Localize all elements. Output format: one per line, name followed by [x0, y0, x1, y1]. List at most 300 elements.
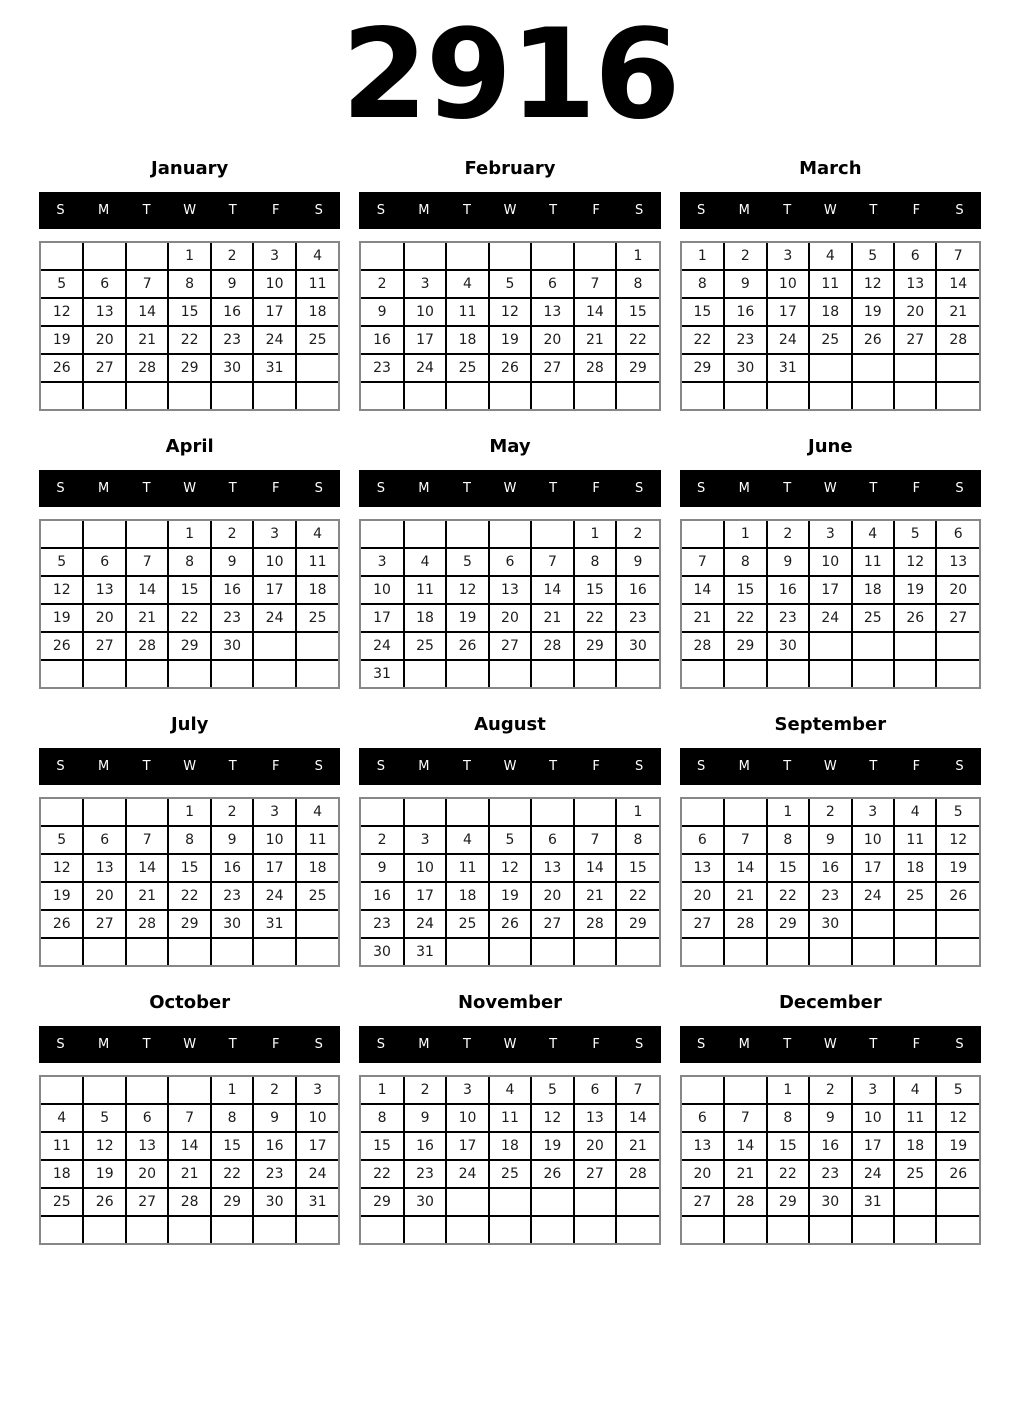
weekday-letter: S — [635, 1036, 644, 1052]
empty-day-cell — [296, 660, 339, 687]
empty-day-cell — [724, 799, 766, 826]
weekday-letter: T — [783, 758, 792, 774]
weekday-letter: S — [314, 480, 323, 496]
week-row — [682, 854, 979, 882]
year-title: 2916 — [341, 3, 679, 147]
day-cell: 13 — [126, 1132, 168, 1160]
empty-day-cell — [211, 938, 253, 965]
day-cell: 22 — [168, 882, 210, 910]
weekday-letter: T — [549, 202, 558, 218]
week-row — [41, 270, 338, 298]
day-cell: 23 — [809, 1160, 851, 1188]
day-cell: 31 — [296, 1188, 339, 1216]
weekday-header — [680, 748, 981, 785]
day-cell: 21 — [126, 604, 168, 632]
weekday-letter: S — [697, 202, 706, 218]
empty-day-cell — [724, 938, 766, 965]
day-cell: 17 — [852, 1132, 894, 1160]
day-cell: 5 — [489, 826, 531, 854]
day-cell: 30 — [809, 910, 851, 938]
empty-day-cell — [446, 243, 488, 270]
week-row — [361, 270, 658, 298]
day-cell: 26 — [531, 1160, 573, 1188]
day-cell: 29 — [574, 632, 616, 660]
empty-day-cell — [404, 1216, 446, 1243]
week-row — [361, 1160, 658, 1188]
day-cell: 23 — [211, 326, 253, 354]
day-cell: 16 — [404, 1132, 446, 1160]
month-grid — [39, 1075, 340, 1245]
week-row — [361, 521, 658, 548]
empty-day-cell — [767, 660, 809, 687]
month-grid — [39, 241, 340, 411]
week-row — [682, 938, 979, 965]
week-row — [41, 354, 338, 382]
day-cell: 11 — [489, 1104, 531, 1132]
day-cell: 21 — [531, 604, 573, 632]
weekday-letter: T — [142, 1036, 151, 1052]
day-cell: 3 — [852, 799, 894, 826]
day-cell: 18 — [852, 576, 894, 604]
day-cell: 13 — [83, 298, 125, 326]
day-cell: 22 — [682, 326, 724, 354]
weekday-letter: F — [912, 1036, 921, 1052]
day-cell: 22 — [616, 326, 659, 354]
day-cell: 28 — [126, 354, 168, 382]
empty-day-cell — [682, 1077, 724, 1104]
empty-day-cell — [83, 243, 125, 270]
day-cell: 3 — [253, 243, 295, 270]
empty-day-cell — [574, 1188, 616, 1216]
day-cell: 14 — [126, 854, 168, 882]
weekday-header — [680, 1026, 981, 1063]
week-row — [41, 382, 338, 409]
day-cell: 25 — [894, 882, 936, 910]
week-row — [361, 1132, 658, 1160]
day-cell: 28 — [682, 632, 724, 660]
day-cell: 31 — [852, 1188, 894, 1216]
day-cell: 4 — [489, 1077, 531, 1104]
empty-day-cell — [936, 382, 979, 409]
day-cell: 19 — [936, 1132, 979, 1160]
empty-day-cell — [211, 1216, 253, 1243]
day-cell: 14 — [126, 576, 168, 604]
weekday-header — [39, 192, 340, 229]
day-cell: 9 — [809, 826, 851, 854]
empty-day-cell — [574, 799, 616, 826]
day-cell: 16 — [211, 576, 253, 604]
empty-day-cell — [936, 354, 979, 382]
day-cell: 5 — [41, 826, 83, 854]
day-cell: 23 — [616, 604, 659, 632]
empty-day-cell — [489, 243, 531, 270]
empty-day-cell — [852, 354, 894, 382]
day-cell: 15 — [616, 298, 659, 326]
day-cell: 20 — [682, 1160, 724, 1188]
day-cell: 25 — [41, 1188, 83, 1216]
day-cell: 21 — [616, 1132, 659, 1160]
day-cell: 5 — [531, 1077, 573, 1104]
week-row — [361, 604, 658, 632]
empty-day-cell — [83, 382, 125, 409]
day-cell: 19 — [41, 882, 83, 910]
week-row — [41, 799, 338, 826]
weekday-letter: W — [823, 480, 837, 496]
empty-day-cell — [616, 382, 659, 409]
empty-day-cell — [531, 382, 573, 409]
month-title: November — [457, 991, 563, 1013]
day-cell: 9 — [361, 854, 403, 882]
day-cell: 24 — [253, 882, 295, 910]
day-cell: 19 — [489, 882, 531, 910]
weekday-letter: S — [376, 480, 385, 496]
week-row — [361, 326, 658, 354]
day-cell: 15 — [682, 298, 724, 326]
week-row — [682, 632, 979, 660]
weekday-letter: W — [503, 480, 517, 496]
weekday-letter: T — [462, 202, 471, 218]
day-cell: 7 — [574, 270, 616, 298]
weekday-letter: S — [635, 202, 644, 218]
day-cell: 28 — [126, 632, 168, 660]
week-row — [361, 243, 658, 270]
day-cell: 2 — [253, 1077, 295, 1104]
day-cell: 29 — [767, 910, 809, 938]
week-row — [361, 298, 658, 326]
day-cell: 10 — [767, 270, 809, 298]
month-grid — [39, 519, 340, 689]
month-grid — [359, 797, 660, 967]
day-cell: 7 — [126, 270, 168, 298]
day-cell: 31 — [253, 354, 295, 382]
empty-day-cell — [489, 938, 531, 965]
day-cell: 5 — [41, 270, 83, 298]
day-cell: 1 — [168, 521, 210, 548]
day-cell: 21 — [126, 326, 168, 354]
empty-day-cell — [404, 799, 446, 826]
day-cell: 20 — [489, 604, 531, 632]
day-cell: 2 — [616, 521, 659, 548]
day-cell: 4 — [296, 521, 339, 548]
day-cell: 7 — [724, 1104, 766, 1132]
weekday-letter: M — [418, 1036, 430, 1052]
day-cell: 26 — [894, 604, 936, 632]
month-block-june — [680, 436, 981, 689]
day-cell: 10 — [809, 548, 851, 576]
weekday-letter: T — [869, 480, 878, 496]
day-cell: 13 — [489, 576, 531, 604]
week-row — [41, 882, 338, 910]
weekday-letter: S — [635, 758, 644, 774]
weekday-letter: S — [697, 758, 706, 774]
weekday-letter: T — [142, 480, 151, 496]
empty-day-cell — [894, 660, 936, 687]
weekday-letter: W — [503, 758, 517, 774]
day-cell: 26 — [446, 632, 488, 660]
empty-day-cell — [446, 1188, 488, 1216]
day-cell: 13 — [894, 270, 936, 298]
day-cell: 16 — [253, 1132, 295, 1160]
day-cell: 19 — [852, 298, 894, 326]
day-cell: 7 — [574, 826, 616, 854]
day-cell: 18 — [296, 298, 339, 326]
empty-day-cell — [404, 243, 446, 270]
week-row — [682, 354, 979, 382]
day-cell: 1 — [616, 799, 659, 826]
empty-day-cell — [126, 660, 168, 687]
day-cell: 16 — [211, 854, 253, 882]
empty-day-cell — [682, 382, 724, 409]
day-cell: 29 — [211, 1188, 253, 1216]
day-cell: 5 — [852, 243, 894, 270]
day-cell: 14 — [724, 854, 766, 882]
day-cell: 12 — [852, 270, 894, 298]
day-cell: 6 — [682, 826, 724, 854]
week-row — [41, 1216, 338, 1243]
week-row — [361, 826, 658, 854]
day-cell: 13 — [682, 1132, 724, 1160]
day-cell: 28 — [574, 354, 616, 382]
empty-day-cell — [809, 1216, 851, 1243]
day-cell: 30 — [361, 938, 403, 965]
day-cell: 15 — [361, 1132, 403, 1160]
day-cell: 10 — [852, 1104, 894, 1132]
day-cell: 18 — [296, 576, 339, 604]
day-cell: 25 — [446, 910, 488, 938]
empty-day-cell — [296, 382, 339, 409]
empty-day-cell — [894, 354, 936, 382]
weekday-letter: W — [503, 1036, 517, 1052]
day-cell: 30 — [724, 354, 766, 382]
day-cell: 22 — [767, 882, 809, 910]
day-cell: 30 — [767, 632, 809, 660]
day-cell: 5 — [446, 548, 488, 576]
empty-day-cell — [211, 382, 253, 409]
week-row — [41, 576, 338, 604]
week-row — [361, 1216, 658, 1243]
day-cell: 24 — [253, 326, 295, 354]
weekday-letter: S — [955, 202, 964, 218]
day-cell: 2 — [724, 243, 766, 270]
empty-day-cell — [126, 1216, 168, 1243]
day-cell: 1 — [574, 521, 616, 548]
day-cell: 10 — [446, 1104, 488, 1132]
day-cell: 13 — [83, 576, 125, 604]
empty-day-cell — [531, 1216, 573, 1243]
day-cell: 15 — [211, 1132, 253, 1160]
weekday-letter: F — [592, 202, 600, 218]
day-cell: 22 — [574, 604, 616, 632]
day-cell: 19 — [936, 854, 979, 882]
day-cell: 12 — [489, 298, 531, 326]
day-cell: 27 — [83, 632, 125, 660]
empty-day-cell — [41, 938, 83, 965]
month-block-march — [680, 158, 981, 411]
empty-day-cell — [489, 382, 531, 409]
day-cell: 6 — [83, 826, 125, 854]
day-cell: 11 — [446, 854, 488, 882]
weekday-letter: W — [183, 480, 197, 496]
empty-day-cell — [489, 660, 531, 687]
empty-day-cell — [616, 938, 659, 965]
weekday-letter: T — [869, 202, 878, 218]
empty-day-cell — [41, 1216, 83, 1243]
day-cell: 24 — [404, 354, 446, 382]
weekday-letter: T — [783, 202, 792, 218]
empty-day-cell — [809, 382, 851, 409]
month-block-july — [39, 714, 340, 967]
day-cell: 1 — [767, 799, 809, 826]
empty-day-cell — [168, 1077, 210, 1104]
empty-day-cell — [404, 521, 446, 548]
week-row — [682, 243, 979, 270]
day-cell: 26 — [936, 1160, 979, 1188]
day-cell: 16 — [724, 298, 766, 326]
day-cell: 11 — [404, 576, 446, 604]
week-row — [41, 910, 338, 938]
week-row — [682, 1132, 979, 1160]
day-cell: 24 — [767, 326, 809, 354]
weekday-letter: S — [314, 1036, 323, 1052]
empty-day-cell — [446, 521, 488, 548]
month-grid — [359, 1075, 660, 1245]
empty-day-cell — [361, 243, 403, 270]
weekday-letter: M — [97, 480, 110, 496]
weekday-header — [39, 1026, 340, 1063]
day-cell: 18 — [446, 326, 488, 354]
day-cell: 9 — [211, 548, 253, 576]
day-cell: 23 — [361, 910, 403, 938]
weekday-letter: M — [738, 480, 750, 496]
weekday-letter: S — [376, 758, 385, 774]
day-cell: 2 — [361, 826, 403, 854]
week-row — [682, 298, 979, 326]
day-cell: 20 — [531, 326, 573, 354]
weekday-letter: T — [783, 1036, 792, 1052]
day-cell: 19 — [894, 576, 936, 604]
empty-day-cell — [531, 521, 573, 548]
weekday-letter: T — [783, 480, 792, 496]
month-block-may — [359, 436, 660, 689]
day-cell: 26 — [936, 882, 979, 910]
weekday-letter: W — [183, 758, 197, 774]
day-cell: 11 — [296, 548, 339, 576]
day-cell: 19 — [446, 604, 488, 632]
day-cell: 6 — [894, 243, 936, 270]
month-title: July — [170, 713, 209, 735]
empty-day-cell — [574, 1216, 616, 1243]
month-title: June — [808, 435, 853, 457]
week-row — [361, 354, 658, 382]
day-cell: 24 — [404, 910, 446, 938]
day-cell: 28 — [724, 1188, 766, 1216]
weekday-letter: M — [97, 1036, 110, 1052]
day-cell: 18 — [809, 298, 851, 326]
empty-day-cell — [296, 1216, 339, 1243]
empty-day-cell — [361, 1216, 403, 1243]
day-cell: 16 — [211, 298, 253, 326]
day-cell: 24 — [446, 1160, 488, 1188]
empty-day-cell — [574, 660, 616, 687]
empty-day-cell — [211, 660, 253, 687]
day-cell: 15 — [168, 298, 210, 326]
empty-day-cell — [724, 1216, 766, 1243]
day-cell: 29 — [767, 1188, 809, 1216]
empty-day-cell — [682, 660, 724, 687]
empty-day-cell — [809, 938, 851, 965]
day-cell: 24 — [296, 1160, 339, 1188]
month-block-february — [359, 158, 660, 411]
weekday-letter: W — [823, 202, 837, 218]
empty-day-cell — [83, 660, 125, 687]
week-row — [682, 660, 979, 687]
day-cell: 19 — [41, 604, 83, 632]
weekday-header — [359, 1026, 660, 1063]
day-cell: 6 — [531, 826, 573, 854]
week-row — [682, 326, 979, 354]
day-cell: 15 — [616, 854, 659, 882]
day-cell: 19 — [489, 326, 531, 354]
day-cell: 9 — [404, 1104, 446, 1132]
day-cell: 7 — [724, 826, 766, 854]
day-cell: 14 — [682, 576, 724, 604]
day-cell: 13 — [83, 854, 125, 882]
weekday-letter: M — [738, 758, 750, 774]
empty-day-cell — [894, 632, 936, 660]
day-cell: 4 — [296, 799, 339, 826]
weekday-letter: T — [228, 1036, 237, 1052]
weekday-letter: S — [56, 202, 65, 218]
day-cell: 31 — [767, 354, 809, 382]
day-cell: 10 — [404, 854, 446, 882]
day-cell: 17 — [253, 298, 295, 326]
week-row — [361, 576, 658, 604]
day-cell: 27 — [489, 632, 531, 660]
day-cell: 15 — [724, 576, 766, 604]
empty-day-cell — [489, 1216, 531, 1243]
day-cell: 23 — [724, 326, 766, 354]
day-cell: 23 — [253, 1160, 295, 1188]
empty-day-cell — [531, 243, 573, 270]
empty-day-cell — [852, 1216, 894, 1243]
weekday-letter: T — [462, 1036, 471, 1052]
day-cell: 11 — [296, 270, 339, 298]
empty-day-cell — [894, 382, 936, 409]
empty-day-cell — [852, 910, 894, 938]
day-cell: 9 — [767, 548, 809, 576]
day-cell: 6 — [531, 270, 573, 298]
empty-day-cell — [682, 938, 724, 965]
week-row — [361, 910, 658, 938]
day-cell: 14 — [936, 270, 979, 298]
weekday-letter: S — [955, 758, 964, 774]
empty-day-cell — [574, 243, 616, 270]
day-cell: 23 — [809, 882, 851, 910]
weekday-header — [39, 470, 340, 507]
week-row — [361, 938, 658, 965]
empty-day-cell — [531, 938, 573, 965]
weekday-letter: F — [912, 480, 921, 496]
empty-day-cell — [168, 1216, 210, 1243]
week-row — [361, 854, 658, 882]
empty-day-cell — [41, 799, 83, 826]
day-cell: 15 — [168, 854, 210, 882]
empty-day-cell — [852, 938, 894, 965]
weekday-header — [680, 470, 981, 507]
weekday-letter: S — [955, 480, 964, 496]
day-cell: 2 — [809, 1077, 851, 1104]
calendar-months — [0, 158, 1020, 1245]
